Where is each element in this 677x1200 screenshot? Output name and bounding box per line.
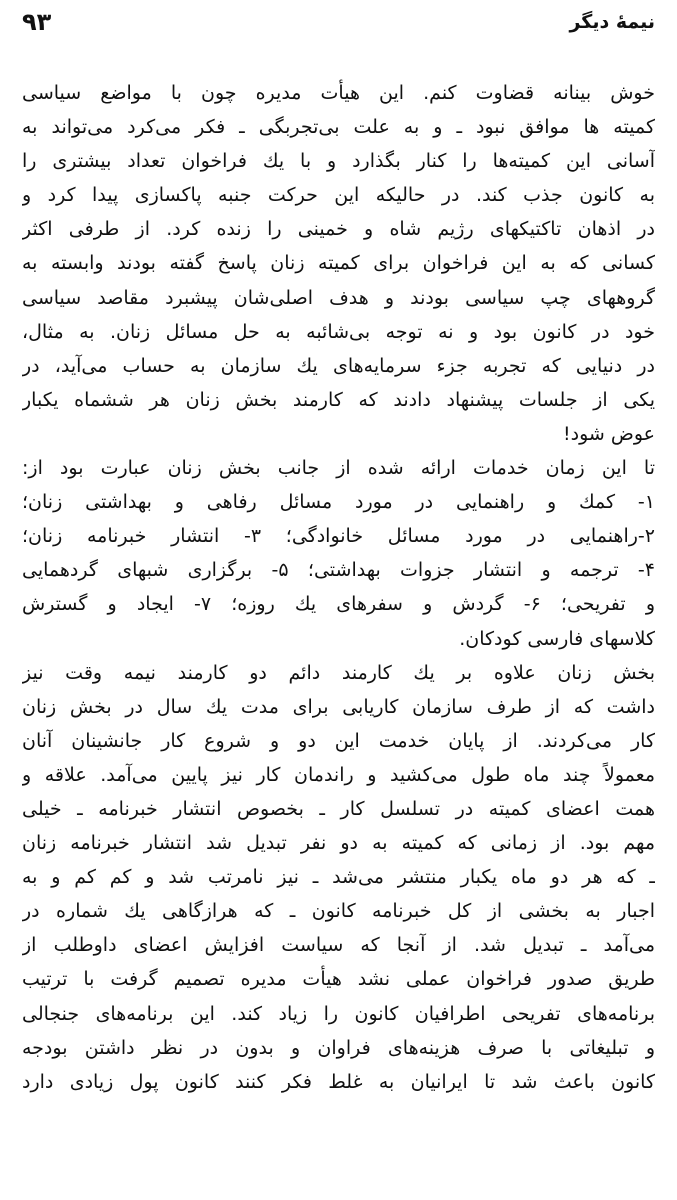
- text-line: برنامه‌های تفریحی اطرافیان کانون را زیاد کند. این برنامه‌های جنجالی: [22, 1002, 655, 1025]
- text-line: مهم بود. از زمانی که کمیته به دو نفر تبدیل شد انتشار خبرنامه زنان: [22, 832, 655, 855]
- text-line: داشت که از طرف سازمان کاریابی برای مدت یك سال در بخش زنان: [22, 695, 655, 718]
- text-line: ۴- ترجمه و انتشار جزوات بهداشتی؛ ۵- برگزاری شبهای گردهمایی: [22, 559, 655, 582]
- page-number: ۹۳: [22, 8, 52, 36]
- text-line: در اذهان تاکتیکهای رژیم شاه و خمینی را زنده کرد. از طرفی اکثر: [22, 218, 655, 241]
- text-line: و تبلیغاتی با صرف هزینه‌های فراوان و بدون در نظر داشتن بودجه: [22, 1036, 655, 1059]
- text-line: ۲-راهنمایی در مورد مسائل خانوادگی؛ ۳- انتشار خبرنامه زنان؛: [22, 525, 655, 548]
- text-line: در دنیایی که تجربه جزء سرمایه‌های یك سازمان به حساب می‌آید، در: [22, 354, 655, 377]
- text-line: کسانی که به این فراخوان برای کمیته زنان پاسخ گفته بودند وابسته به: [22, 252, 655, 275]
- text-line: ـ که هر دو ماه یکبار منتشر می‌شد ـ نیز نامرتب شد و کم کم و به: [22, 866, 655, 889]
- text-line: خوش بینانه قضاوت کنم. این هیأت مدیره چون با مواضع سیاسی: [22, 82, 655, 104]
- text-line: به کانون جذب کند. در حالیکه این حرکت جنبه پاکسازی پیدا کرد و: [22, 184, 655, 207]
- text-line: معمولاً چند ماه طول می‌کشید و راندمان کار نیز پایین می‌آمد. علاقه و: [22, 763, 655, 786]
- text-line: اجبار به بخشی از کل خبرنامه کانون ـ که هرازگاهی یك شماره در: [22, 900, 655, 923]
- text-line: یکی از جلسات پیشنهاد دادند که کارمند بخش زنان هر ششماه یکبار: [22, 388, 655, 411]
- text-line: کلاسهای فارسی کودکان.: [459, 627, 655, 650]
- text-line: کانون باعث شد تا ایرانیان به غلط فکر کنند کانون پول زیادی دارد: [22, 1070, 655, 1093]
- text-line: می‌آمد ـ تبدیل شد. از آنجا که سیاست افزایش اعضای داوطلب از: [22, 934, 655, 957]
- text-line: بخش زنان علاوه بر یك کارمند دائم دو کارمند نیمه وقت نیز: [22, 661, 655, 684]
- text-line: کمیته ها موافق نبود ـ و به علت بی‌تجربگی ـ فکر می‌کرد می‌تواند به: [22, 116, 655, 139]
- running-title: نیمهٔ دیگر: [569, 11, 655, 33]
- text-line: همت اعضای کمیته در تسلسل کار ـ بخصوص انتشار خبرنامه ـ خیلی: [22, 797, 655, 820]
- text-line: عوض شود!: [563, 422, 655, 445]
- text-line: کار می‌کردند. از پایان خدمت این دو و شروع کار جانشینان آنان: [22, 729, 655, 752]
- page-header: [22, 8, 655, 38]
- text-line: تا این زمان خدمات ارائه شده از جانب بخش زنان عبارت بود از:: [22, 457, 655, 480]
- body-text: [22, 76, 655, 1099]
- text-line: و تفریحی؛ ۶- گردش و سفرهای یك روزه؛ ۷- ایجاد و گسترش: [22, 593, 655, 616]
- text-line: ۱- کمك و راهنمایی در مورد مسائل رفاهی و بهداشتی زنان؛: [22, 491, 655, 514]
- text-line: طریق صدور فراخوان عملی نشد هیأت مدیره تصمیم گرفت با ترتیب: [22, 968, 655, 991]
- text-line: گروههای چپ سیاسی بودند و هدف اصلی‌شان پیشبرد مقاصد سیاسی: [22, 286, 655, 309]
- text-line: خود در کانون بود و نه توجه بی‌شائبه به حل مسائل زنان. به مثال،: [22, 320, 655, 343]
- text-line: آسانی این کمیته‌ها را کنار بگذارد و با یك فراخوان تعداد بیشتری را: [22, 150, 655, 173]
